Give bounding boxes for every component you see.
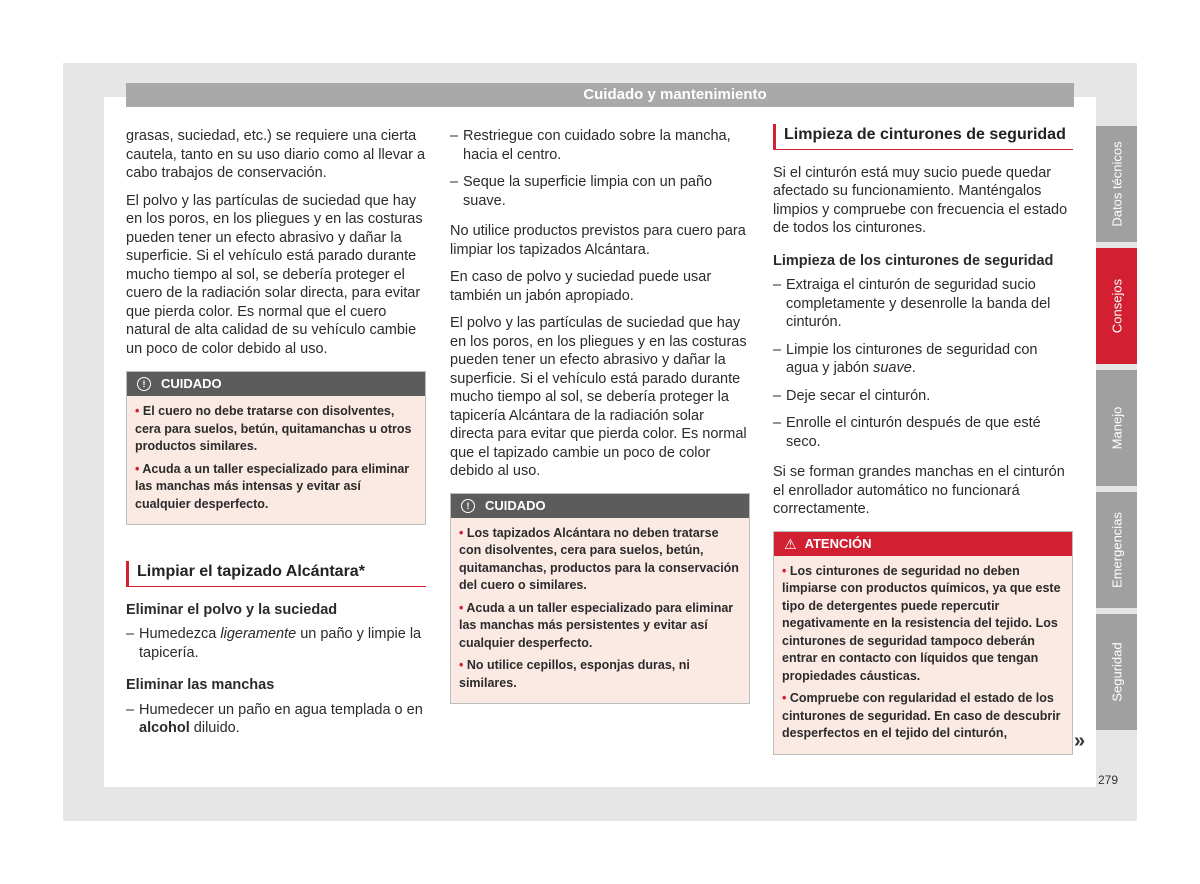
paragraph: No utilice productos previstos para cuero para limpiar los tapizados Alcántara. [450,223,746,258]
paragraph: El polvo y las partículas de suciedad que hay en los poros, en los pliegues y en las costuras pueden tener un efecto abrasivo y dañar la superficie. Si el vehículo está parado durante mucho tiempo al sol, se debería proteger el cuero de la radiación solar directa, para evitar que pierda color. Es normal que el cuero natural de alta calidad de su vehículo cambie un poco de color debido al uso. [126,192,423,357]
bullet-icon: • [135,404,140,418]
exclamation-circle-icon: ! [461,499,475,513]
step-text: Restriegue con cuidado sobre la mancha, hacia el centro. [463,128,731,163]
caution-header [127,372,425,396]
caution-item-text: No utilice cepillos, esponjas duras, ni similares. [459,658,690,690]
warning-box [773,531,1073,755]
caution-body [127,396,425,524]
caution-item [459,525,741,595]
step-item: – Extraiga el cinturón de seguridad sucio completamente y desenrolle la banda del cinturón. [773,276,1073,332]
step-item: – Limpie los cinturones de seguridad con agua y jabón suave. [773,341,1073,378]
step-text: Extraiga el cinturón de seguridad sucio completamente y desenrolle la banda del cinturón. [786,277,1051,330]
step-item: – Enrolle el cinturón después de que esté seco. [773,414,1073,451]
tab-label: Datos técnicos [1109,141,1124,227]
step-item: – Seque la superficie limpia con un paño suave. [450,173,750,210]
page-number: 279 [1098,773,1119,787]
paragraph: El polvo y las partículas de suciedad que hay en los poros, en los pliegues y en las costuras pueden tener un efecto abrasivo y dañar la superficie. Si el vehículo está parado durante mucho tiempo al sol, se debería proteger la tapicería Alcántara de la radiación solar directa para evitar que pierda color. Es normal que el tapizado cambie un poco de color debido al uso. [450,315,747,479]
tab-label: Seguridad [1109,642,1124,702]
bullet-icon: • [459,525,464,540]
step-item: – Restriegue con cuidado sobre la mancha, hacia el centro. [450,127,750,164]
warning-item [782,563,1064,686]
bullet-icon: • [459,658,464,672]
bullet-icon: • [135,461,140,476]
section-title: Limpieza de cinturones de seguridad [773,124,1073,150]
warning-body [774,556,1072,754]
paragraph: En caso de polvo y suciedad puede usar también un jabón apropiado. [450,269,712,304]
paragraph: Si se forman grandes manchas en el cinturón el enrollador automático no funcionará correctamente. [773,464,1065,517]
caution-title: CUIDADO [161,376,222,391]
step-item: – Humedezca ligeramente un paño y limpie la tapicería. [126,625,426,662]
caution-item-text: Acuda a un taller especializado para eliminar las manchas más persistentes y evitar así cualquier desperfecto. [459,600,734,650]
column-1 [126,127,426,747]
paragraph: grasas, suciedad, etc.) se requiere una cierta cautela, tanto en su uso diario como al llevar a cabo trabajos de conservación. [126,128,426,181]
warning-item-text: Los cinturones de seguridad no deben limpiarse con productos químicos, ya que este tipo de detergentes puede repercutir negativamente en la resistencia del tejido. Los cinturones de seguridad tampoco deberán entrar en contacto con líquidos que tengan propiedades cáusticas. [782,563,1061,683]
warning-item-text: Compruebe con regularidad el estado de los cinturones de seguridad. En caso de descubrir desperfectos en el tejido del cinturón, [782,691,1061,740]
step-text: Enrolle el cinturón después de que esté seco. [786,415,1041,450]
bullet-icon: • [782,563,787,578]
column-3 [773,124,1073,755]
paragraph: Si el cinturón está muy sucio puede quedar afectado su funcionamiento. Manténgalos limpios y compruebe con frecuencia el estado de todos los cinturones. [773,164,1068,236]
warning-title: ATENCIÓN [804,535,872,551]
tab-datos-tecnicos[interactable] [1096,126,1137,242]
caution-item [459,600,741,653]
step-text: Seque la superficie limpia con un paño suave. [463,174,713,209]
exclamation-circle-icon: ! [137,377,151,391]
bullet-icon: • [782,691,787,705]
caution-box [450,493,750,705]
step-text: Humedezca ligeramente un paño y limpie la tapicería. [139,626,422,661]
warning-triangle-icon: ⚠ [784,535,797,552]
caution-item [135,461,417,514]
page-header: Cuidado y mantenimiento [126,83,1074,107]
step-text: Deje secar el cinturón. [786,387,931,404]
caution-item-text: Los tapizados Alcántara no deben tratarse con disolventes, cera para suelos, betún, quitamanchas, productos para la conservación del cuero o similares. [459,525,739,592]
step-text: Limpie los cinturones de seguridad con agua y jabón suave. [786,341,1038,376]
tab-manejo[interactable] [1096,370,1137,486]
warning-item [782,690,1064,743]
column-2 [450,127,750,704]
caution-body [451,518,749,704]
continue-icon: » [1074,730,1086,752]
caution-item-text: Acuda a un taller especializado para eliminar las manchas más intensas y evitar así cualquier desperfecto. [135,461,410,511]
tab-consejos[interactable] [1096,248,1137,364]
tab-emergencias[interactable] [1096,492,1137,608]
subheading: Eliminar las manchas [126,677,275,693]
subheading: Eliminar el polvo y la suciedad [126,601,338,618]
tab-label: Manejo [1109,406,1124,450]
step-item: – Deje secar el cinturón. [773,387,931,404]
caution-item-text: El cuero no debe tratarse con disolventes, cera para suelos, betún, quitamanchas u otros productos similares. [135,404,412,453]
step-item: – Humedecer un paño en agua templada o en alcohol diluido. [126,701,426,738]
caution-box [126,371,426,525]
tab-seguridad[interactable] [1096,614,1137,730]
warning-header [774,532,1072,556]
caution-header [451,494,749,518]
caution-title: CUIDADO [485,497,546,513]
tab-label: Emergencias [1109,512,1124,588]
step-text: Humedecer un paño en agua templada o en alcohol diluido. [139,701,423,736]
section-title: Limpiar el tapizado Alcántara* [126,561,426,587]
bullet-icon: • [459,600,464,615]
caution-item [459,657,741,692]
tab-label: Consejos [1109,278,1124,334]
caution-item [135,403,417,456]
subheading: Limpieza de los cinturones de seguridad [773,252,1054,269]
